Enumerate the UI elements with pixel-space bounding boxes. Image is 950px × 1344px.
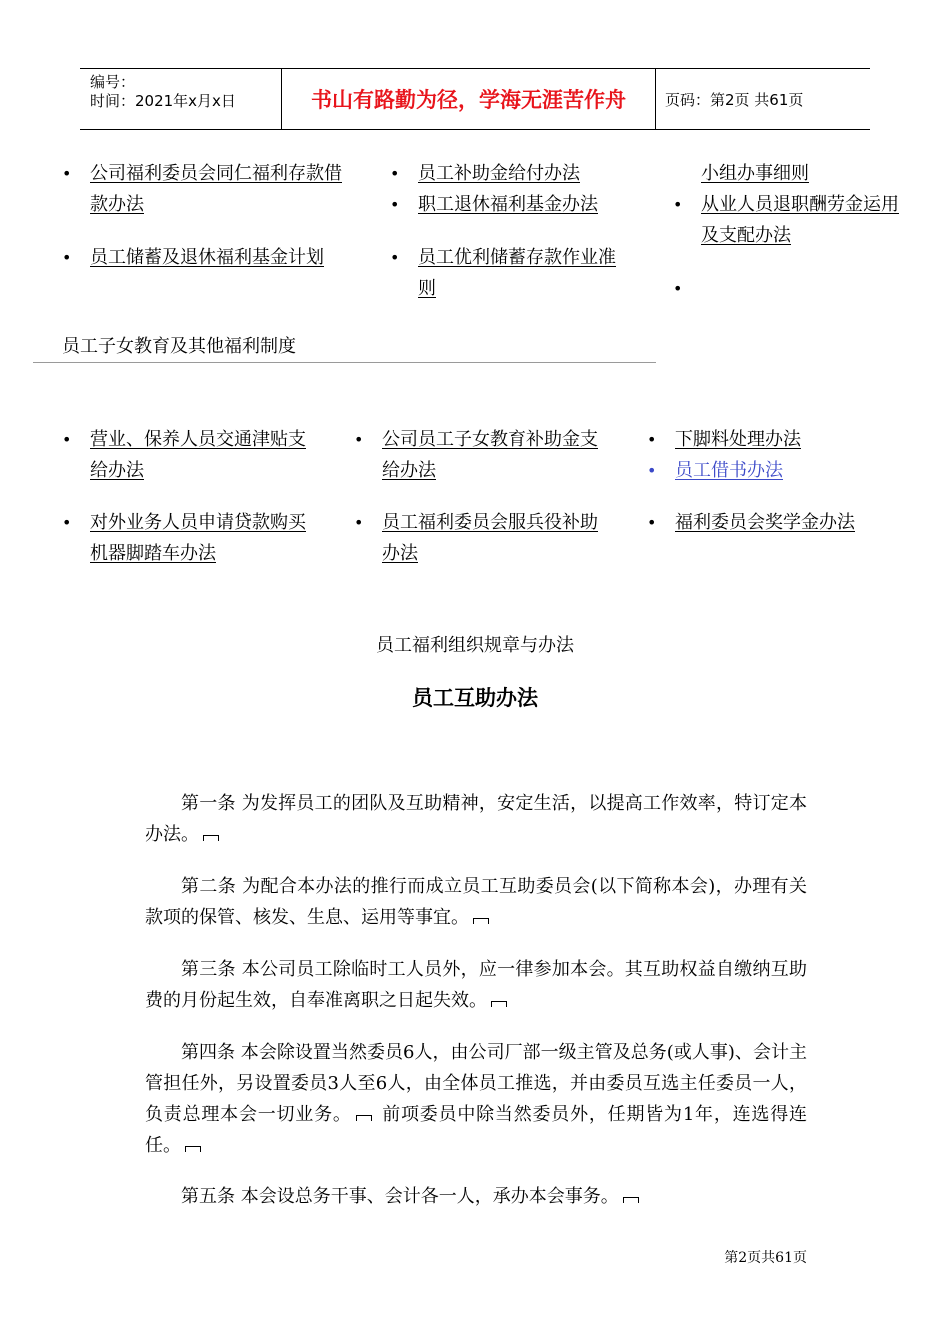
article-paragraph: 第一条 为发挥员工的团队及互助精神，安定生活，以提高工作效率，特订定本办法。 xyxy=(145,793,807,845)
article-paragraph: 第五条 本会设总务干事、会计各一人，承办本会事务。 xyxy=(145,1181,807,1212)
bullet: • xyxy=(354,430,364,449)
link-item[interactable]: 营业、保养人员交通津贴支 给办法 xyxy=(90,429,306,481)
section-divider xyxy=(33,362,656,363)
link-item[interactable]: 对外业务人员申请贷款购买 机器脚踏车办法 xyxy=(90,512,306,564)
bullet: • xyxy=(62,248,72,267)
page-header xyxy=(80,68,870,130)
link-item[interactable]: 福利委员会奖学金办法 xyxy=(675,512,855,533)
return-mark-icon xyxy=(473,918,489,924)
link-item[interactable]: 下脚料处理办法 xyxy=(675,429,801,450)
return-mark-icon xyxy=(185,1146,201,1152)
bullet: • xyxy=(647,513,657,532)
link-item[interactable]: 职工退休福利基金办法 xyxy=(418,194,598,215)
return-mark-icon xyxy=(356,1115,372,1121)
doc-time-label: 时间：2021年x月x日 xyxy=(90,92,236,110)
bullet: • xyxy=(390,164,400,183)
header-meta xyxy=(90,73,236,111)
return-mark-icon xyxy=(623,1197,639,1203)
return-mark-icon xyxy=(203,835,219,841)
link-item[interactable]: 员工福利委员会服兵役补助 办法 xyxy=(382,512,598,564)
link-item[interactable]: 小组办事细则 xyxy=(701,163,809,184)
bullet: • xyxy=(354,513,364,532)
link-item[interactable]: 员工补助金给付办法 xyxy=(418,163,580,184)
page-footer: 第2页共61页 xyxy=(724,1250,807,1266)
bullet: • xyxy=(62,164,72,183)
link-item-active[interactable]: 员工借书办法 xyxy=(675,460,783,481)
link-item[interactable]: 公司福利委员会同仁福利存款借 款办法 xyxy=(90,163,342,215)
header-motto: 书山有路勤为径，学海无涯苦作舟 xyxy=(311,88,626,112)
bullet: • xyxy=(390,195,400,214)
bullet: • xyxy=(62,430,72,449)
return-mark-icon xyxy=(491,1001,507,1007)
link-item[interactable]: 公司员工子女教育补助金支 给办法 xyxy=(382,429,598,481)
header-page-label: 页码：第2页 共61页 xyxy=(665,90,804,109)
document-subtitle: 员工福利组织规章与办法 xyxy=(376,635,574,656)
link-item[interactable]: 员工优利储蓄存款作业准 则 xyxy=(418,247,616,299)
link-item[interactable]: 从业人员退职酬劳金运用 及支配办法 xyxy=(701,194,899,246)
bullet: • xyxy=(673,195,683,214)
bullet: • xyxy=(62,513,72,532)
bullet: • xyxy=(647,461,657,480)
article-paragraph: 第四条 本会除设置当然委员6人，由公司厂部一级主管及总务(或人事)、会计主管担任外，另设置委员3人至6人，由全体员工推选，并由委员互选主任委员一人，负责总理本会一切业务。 前项委员中除当然委员外，任期皆为1年，连选得连任。 xyxy=(145,1042,808,1156)
header-divider xyxy=(655,69,656,129)
section-title: 员工子女教育及其他福利制度 xyxy=(62,336,296,357)
bullet: • xyxy=(673,279,683,298)
document-title: 员工互助办法 xyxy=(412,686,538,710)
article-paragraph: 第三条 本公司员工除临时工人员外，应一律参加本会。其互助权益自缴纳互助费的月份起生效，自奉准离职之日起失效。 xyxy=(145,959,807,1011)
bullet: • xyxy=(390,248,400,267)
article-paragraph: 第二条 为配合本办法的推行而成立员工互助委员会(以下简称本会)，办理有关款项的保管、核发、生息、运用等事宜。 xyxy=(145,876,807,928)
bullet: • xyxy=(647,430,657,449)
doc-number-label: 编号： xyxy=(90,73,136,91)
link-item[interactable]: 员工储蓄及退休福利基金计划 xyxy=(90,247,324,268)
